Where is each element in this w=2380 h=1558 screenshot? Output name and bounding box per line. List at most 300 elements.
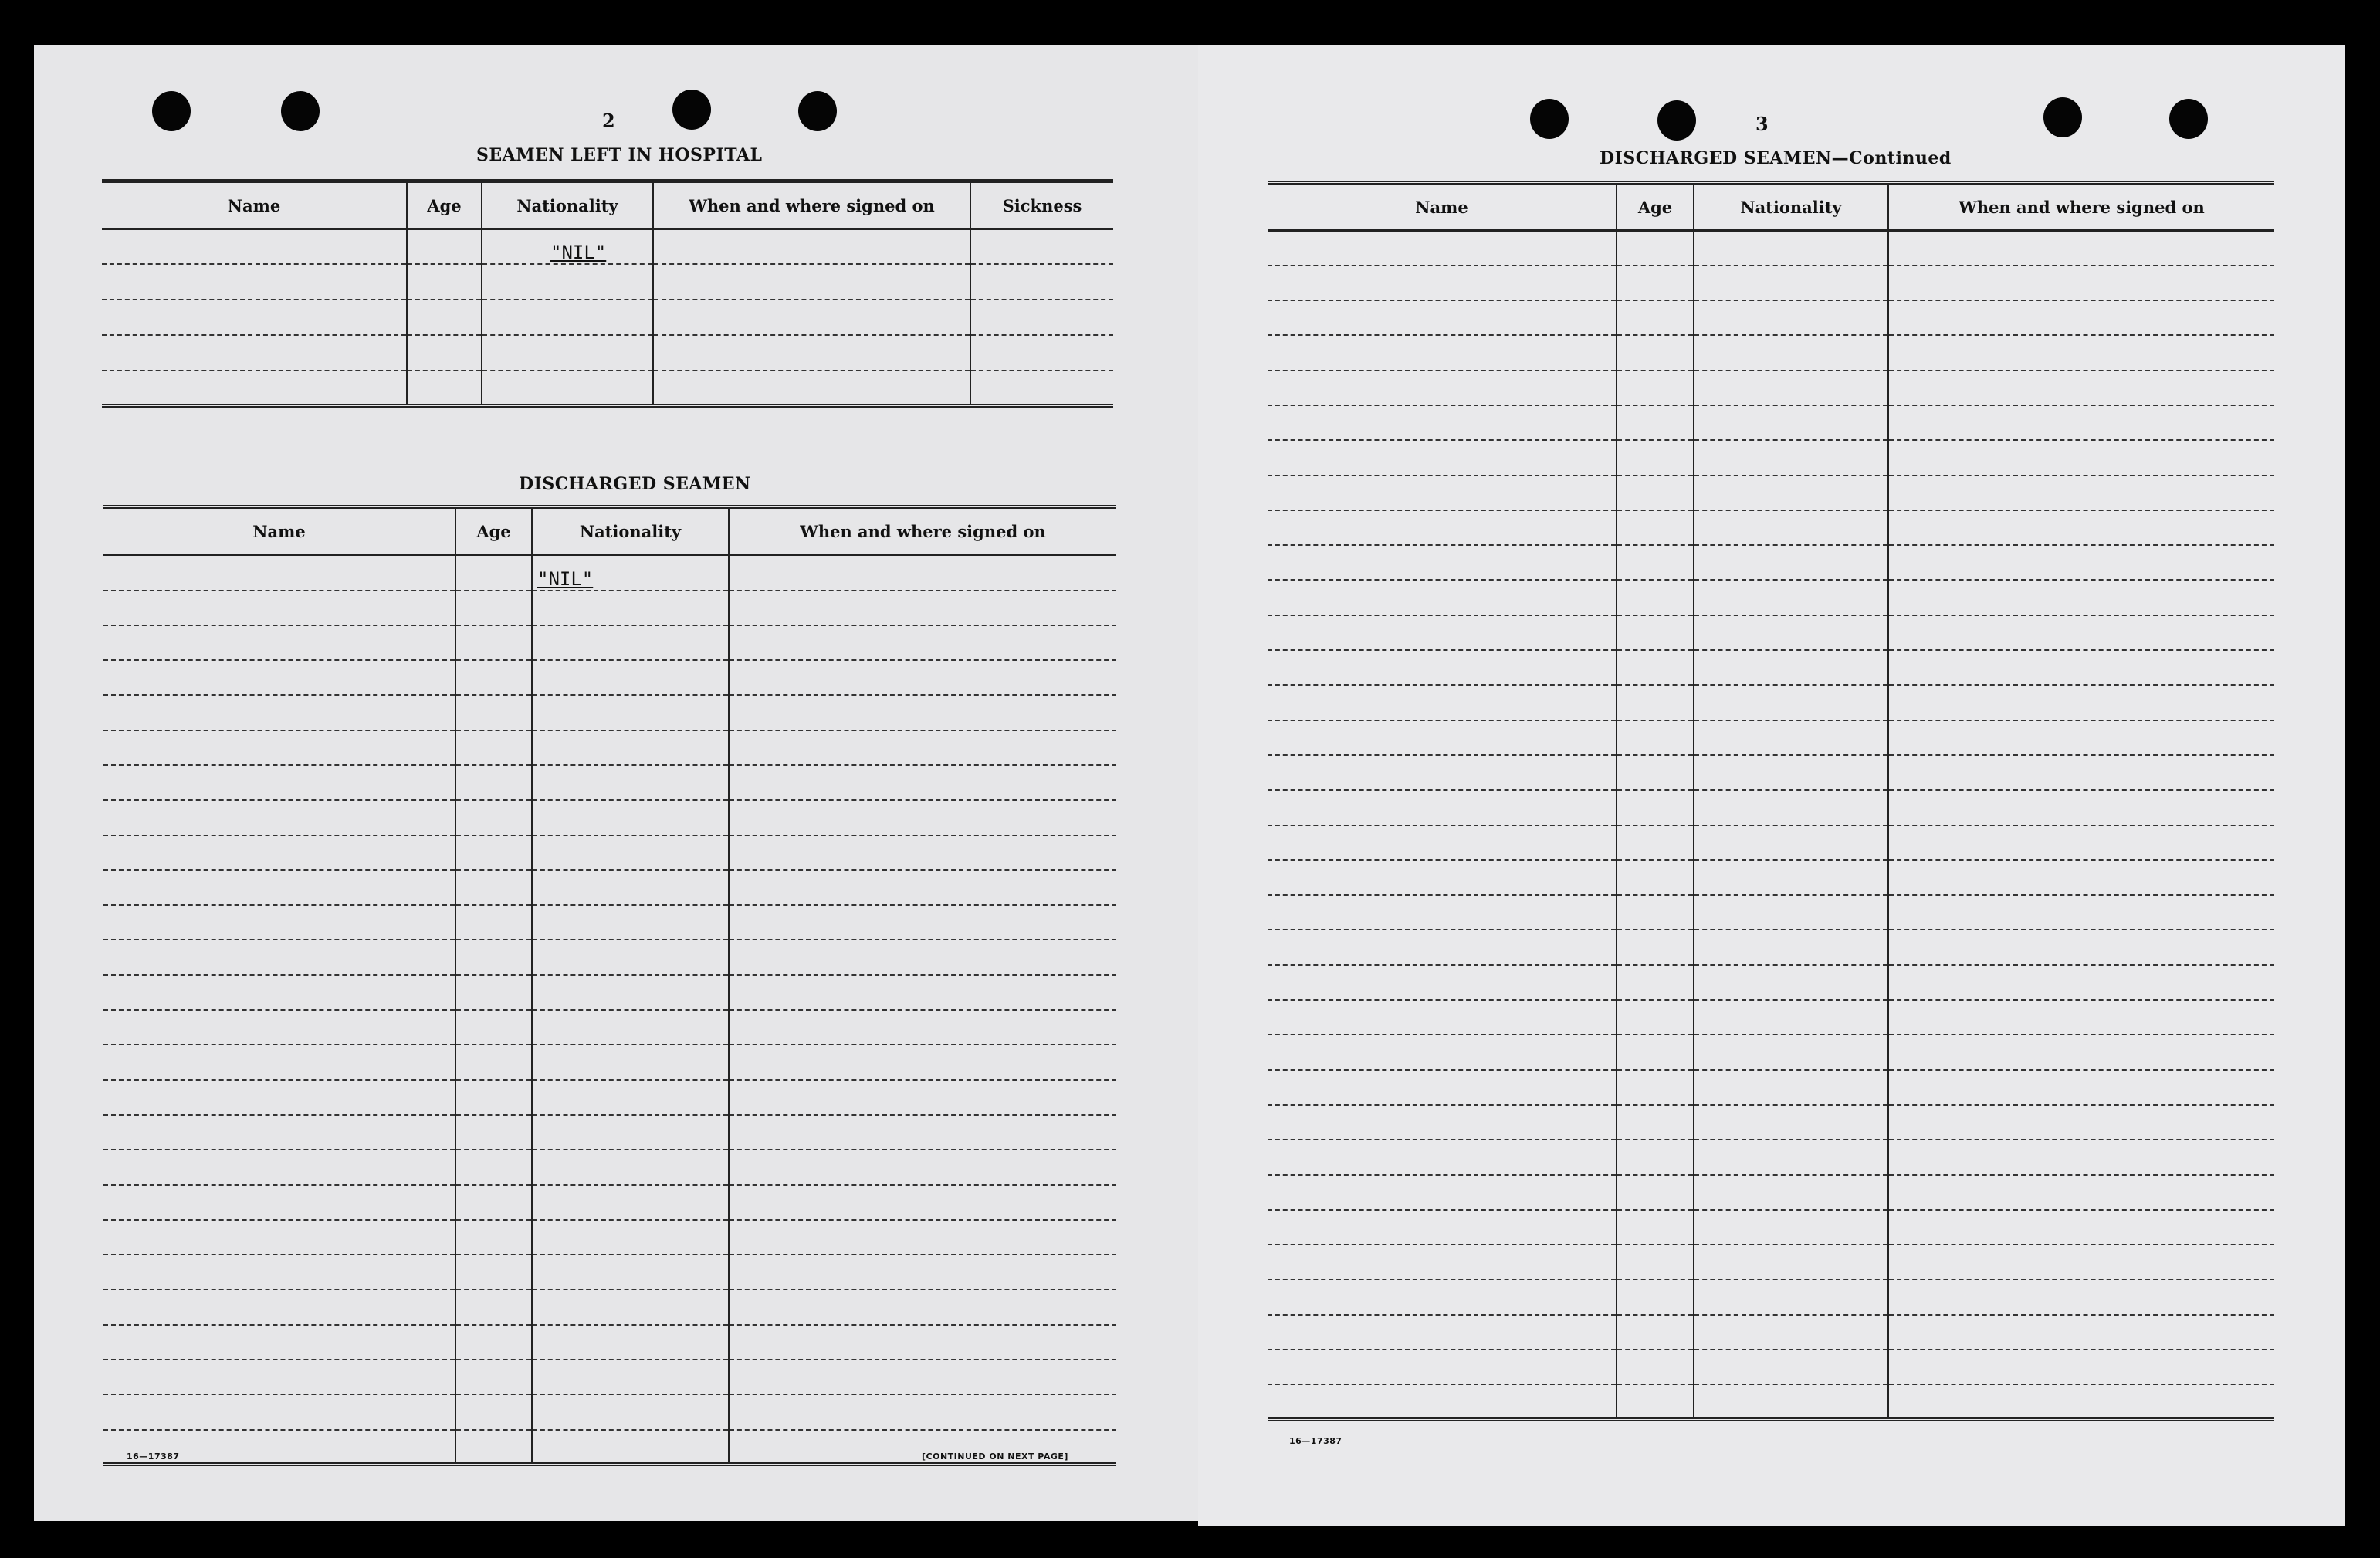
- cell: [532, 591, 729, 625]
- hospital-section-title: SEAMEN LEFT IN HOSPITAL: [476, 145, 763, 165]
- cell: [1694, 231, 1888, 266]
- table-row: [1268, 790, 2274, 825]
- table-row: [1268, 685, 2274, 720]
- cell: [532, 730, 729, 765]
- cell: [1888, 895, 2274, 930]
- cell: [455, 1220, 532, 1255]
- cell: [1888, 580, 2274, 615]
- cell: [532, 1045, 729, 1079]
- cell: [1888, 510, 2274, 545]
- cell: [455, 730, 532, 765]
- cell: [103, 1325, 455, 1360]
- cell: [729, 591, 1116, 625]
- discharged-continued-header: [1268, 183, 2274, 231]
- discharged-continued-title: [1600, 148, 1952, 168]
- cell: [729, 1255, 1116, 1289]
- cell: [1888, 266, 2274, 300]
- cell: [532, 1150, 729, 1184]
- cell: [729, 1325, 1116, 1360]
- cell: [1268, 825, 1617, 860]
- cell: [1888, 405, 2274, 440]
- cell: [532, 940, 729, 974]
- table-row: [1268, 1140, 2274, 1174]
- cell: [103, 905, 455, 940]
- cell: [1694, 266, 1888, 300]
- cell: [1617, 615, 1694, 650]
- cell: [1888, 1000, 2274, 1035]
- cell: [1617, 335, 1694, 370]
- cell: [1268, 440, 1617, 475]
- table-row: [1268, 1210, 2274, 1245]
- table-row: [103, 975, 1116, 1010]
- table-row: [1268, 510, 2274, 545]
- cell: [1694, 790, 1888, 825]
- cell: [103, 1115, 455, 1150]
- cell: [1617, 790, 1694, 825]
- cell: [729, 1360, 1116, 1394]
- cell: [103, 1394, 455, 1429]
- cell: [1694, 1035, 1888, 1069]
- cell: [1268, 1035, 1617, 1069]
- cell: [103, 625, 455, 660]
- column-header-name: Name: [103, 507, 455, 555]
- column-header-nationality: Nationality: [1694, 183, 1888, 231]
- cell: [1888, 1035, 2274, 1069]
- discharged-table-header: [103, 507, 1116, 555]
- table-row: [1268, 1350, 2274, 1384]
- cell: [1617, 1000, 1694, 1035]
- cell: [455, 1080, 532, 1115]
- cell: [1694, 510, 1888, 545]
- table-row: [1268, 930, 2274, 964]
- cell: [532, 870, 729, 905]
- punch-hole-icon: [798, 91, 837, 131]
- cell: [1268, 720, 1617, 755]
- cell: [1617, 895, 1694, 930]
- cell: [1694, 1000, 1888, 1035]
- nil-entry: "NIL": [482, 229, 653, 264]
- table-row: [1268, 1035, 2274, 1069]
- table-row: [1268, 231, 2274, 266]
- form-number: 16—17387: [127, 1451, 180, 1461]
- cell: [729, 905, 1116, 940]
- cell: [1888, 755, 2274, 790]
- cell: [1888, 965, 2274, 1000]
- cell: [970, 229, 1113, 264]
- table-row: [1268, 965, 2274, 1000]
- hospital-table-header: [102, 181, 1113, 229]
- cell: [729, 835, 1116, 870]
- table-row: [103, 870, 1116, 905]
- cell: [1694, 1350, 1888, 1384]
- cell: [1617, 405, 1694, 440]
- cell: [1268, 1105, 1617, 1140]
- cell: [532, 660, 729, 695]
- cell: [1888, 1245, 2274, 1279]
- cell: [1268, 1000, 1617, 1035]
- cell: [1617, 685, 1694, 720]
- punch-hole-icon: [281, 91, 320, 131]
- cell: [532, 1115, 729, 1150]
- punch-hole-icon: [672, 90, 711, 130]
- cell: [532, 1185, 729, 1220]
- cell: [1617, 510, 1694, 545]
- cell: [1617, 1035, 1694, 1069]
- cell: [1888, 1105, 2274, 1140]
- cell: [1268, 545, 1617, 580]
- cell: [103, 695, 455, 730]
- column-header-nationality: Nationality: [482, 181, 653, 229]
- cell: [455, 1289, 532, 1324]
- cell: [532, 905, 729, 940]
- cell: [1268, 650, 1617, 685]
- cell: [1694, 965, 1888, 1000]
- cell: [1617, 1070, 1694, 1105]
- cell: [103, 765, 455, 800]
- page-number: 2: [602, 110, 615, 132]
- table-row: [103, 800, 1116, 835]
- table-row: [103, 625, 1116, 660]
- table-row: [1268, 335, 2274, 370]
- cell: [1888, 930, 2274, 964]
- cell: [1694, 825, 1888, 860]
- cell: [1617, 755, 1694, 790]
- cell: [1888, 335, 2274, 370]
- table-row: [103, 1255, 1116, 1289]
- cell: [103, 975, 455, 1010]
- table-row: [103, 1045, 1116, 1079]
- cell: [1268, 335, 1617, 370]
- table-row: [102, 229, 1113, 264]
- cell: [1617, 1279, 1694, 1314]
- table-row: [1268, 300, 2274, 335]
- cell: [1617, 1210, 1694, 1245]
- cell: [1694, 545, 1888, 580]
- cell: [1888, 1350, 2274, 1384]
- cell: [729, 940, 1116, 974]
- table-row: [103, 1325, 1116, 1360]
- cell: [1888, 650, 2274, 685]
- cell: [103, 1255, 455, 1289]
- cell: [729, 800, 1116, 835]
- cell: [1617, 476, 1694, 510]
- cell: [455, 835, 532, 870]
- cell: [1694, 1210, 1888, 1245]
- punch-hole-icon: [1657, 100, 1696, 141]
- column-header-signed-on: When and where signed on: [653, 181, 970, 229]
- cell: [455, 555, 532, 591]
- cell: [1694, 440, 1888, 475]
- title-main: DISCHARGED SEAMEN: [1600, 148, 1832, 168]
- cell: [1268, 615, 1617, 650]
- cell: [729, 1080, 1116, 1115]
- table-row: [1268, 615, 2274, 650]
- cell: [103, 1010, 455, 1045]
- cell: [1888, 300, 2274, 335]
- cell: [1617, 1245, 1694, 1279]
- cell: [1268, 755, 1617, 790]
- cell: [532, 975, 729, 1010]
- table-row: [1268, 1070, 2274, 1105]
- cell: [102, 229, 407, 264]
- column-header-sickness: Sickness: [970, 181, 1113, 229]
- cell: [103, 870, 455, 905]
- cell: [1888, 231, 2274, 266]
- cell: [1617, 300, 1694, 335]
- cell: [1694, 1384, 1888, 1419]
- cell: [455, 1010, 532, 1045]
- cell: [1888, 1140, 2274, 1174]
- cell: [729, 1115, 1116, 1150]
- cell: [455, 1430, 532, 1465]
- cell: [103, 730, 455, 765]
- table-row: [1268, 895, 2274, 930]
- cell: [1268, 1140, 1617, 1174]
- cell: [1694, 860, 1888, 895]
- cell: [729, 1010, 1116, 1045]
- title-suffix: —Continued: [1831, 148, 1952, 168]
- cell: [1268, 790, 1617, 825]
- cell: [455, 1115, 532, 1150]
- cell: [1268, 1070, 1617, 1105]
- cell: [103, 800, 455, 835]
- cell: [729, 765, 1116, 800]
- cell: [1617, 1315, 1694, 1350]
- cell: [1268, 1279, 1617, 1314]
- cell: [103, 835, 455, 870]
- table-row: [103, 555, 1116, 591]
- cell: [532, 1360, 729, 1394]
- cell: [1617, 930, 1694, 964]
- cell: [103, 1220, 455, 1255]
- cell: [1888, 615, 2274, 650]
- cell: [1268, 580, 1617, 615]
- cell: [1268, 266, 1617, 300]
- cell: [1617, 545, 1694, 580]
- cell: [455, 1150, 532, 1184]
- cell: [103, 1080, 455, 1115]
- cell: [1694, 1070, 1888, 1105]
- cell: [455, 800, 532, 835]
- page-number: 3: [1755, 113, 1769, 135]
- cell: [1694, 580, 1888, 615]
- cell: [455, 591, 532, 625]
- cell: [1888, 720, 2274, 755]
- cell: [1888, 371, 2274, 405]
- cell: [1694, 755, 1888, 790]
- table-row: [1268, 1105, 2274, 1140]
- cell: [1888, 1210, 2274, 1245]
- cell: [729, 555, 1116, 591]
- cell: [455, 1360, 532, 1394]
- cell: [1617, 580, 1694, 615]
- cell: [455, 1045, 532, 1079]
- punch-hole-icon: [1530, 99, 1569, 139]
- cell: [1268, 405, 1617, 440]
- cell: [1268, 300, 1617, 335]
- cell: [1268, 965, 1617, 1000]
- cell: [103, 1045, 455, 1079]
- table-row: [103, 591, 1116, 625]
- cell: [532, 1255, 729, 1289]
- cell: [532, 1289, 729, 1324]
- cell: [1888, 825, 2274, 860]
- cell: [455, 905, 532, 940]
- cell: [1617, 266, 1694, 300]
- table-row: [102, 264, 1113, 300]
- cell: [532, 835, 729, 870]
- cell: [455, 765, 532, 800]
- cell: [1268, 231, 1617, 266]
- cell: [1694, 405, 1888, 440]
- table-row: [103, 1220, 1116, 1255]
- cell: [1617, 1350, 1694, 1384]
- table-row: [103, 835, 1116, 870]
- cell: [1268, 1210, 1617, 1245]
- cell: [1617, 1384, 1694, 1419]
- cell: [1268, 371, 1617, 405]
- cell: [1617, 231, 1694, 266]
- cell: [455, 1325, 532, 1360]
- column-header-signed-on: When and where signed on: [729, 507, 1116, 555]
- left-page: [34, 45, 1200, 1521]
- cell: [455, 660, 532, 695]
- column-header-age: Age: [455, 507, 532, 555]
- table-row: [1268, 650, 2274, 685]
- cell: [532, 1394, 729, 1429]
- cell: [1268, 1245, 1617, 1279]
- cell: [729, 975, 1116, 1010]
- cell: [1888, 1315, 2274, 1350]
- cell: [1694, 1140, 1888, 1174]
- cell: [1268, 1175, 1617, 1210]
- cell: [1268, 860, 1617, 895]
- cell: [729, 1045, 1116, 1079]
- cell: [532, 695, 729, 730]
- cell: [729, 870, 1116, 905]
- table-row: [103, 765, 1116, 800]
- cell: [532, 1010, 729, 1045]
- punch-hole-icon: [2043, 97, 2082, 137]
- cell: [1694, 1315, 1888, 1350]
- table-row: [1268, 405, 2274, 440]
- punch-hole-icon: [152, 91, 191, 131]
- table-row: [1268, 476, 2274, 510]
- cell: [1888, 685, 2274, 720]
- table-row: [1268, 1245, 2274, 1279]
- cell: [455, 1394, 532, 1429]
- cell: [1268, 895, 1617, 930]
- table-row: [103, 905, 1116, 940]
- cell: [103, 555, 455, 591]
- cell: [532, 625, 729, 660]
- table-row: [1268, 1279, 2274, 1314]
- cell: [729, 730, 1116, 765]
- cell: [1617, 965, 1694, 1000]
- cell: [103, 1289, 455, 1324]
- table-row: [1268, 440, 2274, 475]
- table-row: [1268, 1000, 2274, 1035]
- cell: [532, 800, 729, 835]
- cell: [729, 1185, 1116, 1220]
- cell: [1888, 1175, 2274, 1210]
- hospital-table: [102, 179, 1113, 408]
- cell: [103, 1360, 455, 1394]
- table-row: [1268, 580, 2274, 615]
- cell: [1888, 1384, 2274, 1419]
- table-row: [1268, 755, 2274, 790]
- nil-entry: "NIL": [532, 555, 729, 591]
- discharged-continued-table: [1268, 181, 2274, 1421]
- cell: [1888, 790, 2274, 825]
- column-header-signed-on: When and where signed on: [1888, 183, 2274, 231]
- cell: [455, 975, 532, 1010]
- cell: [455, 625, 532, 660]
- cell: [532, 1080, 729, 1115]
- table-row: [1268, 266, 2274, 300]
- table-row: [103, 1150, 1116, 1184]
- right-page: [1198, 45, 2345, 1526]
- column-header-age: Age: [407, 181, 482, 229]
- column-header-age: Age: [1617, 183, 1694, 231]
- table-row: [102, 335, 1113, 371]
- cell: [455, 695, 532, 730]
- table-row: [1268, 1315, 2274, 1350]
- cell: [532, 1325, 729, 1360]
- table-row: [103, 730, 1116, 765]
- table-row: [103, 1080, 1116, 1115]
- table-row: [103, 1185, 1116, 1220]
- cell: [1617, 1105, 1694, 1140]
- cell: [1888, 1279, 2274, 1314]
- table-row: [103, 1115, 1116, 1150]
- cell: [1617, 825, 1694, 860]
- cell: [1694, 650, 1888, 685]
- cell: [1268, 685, 1617, 720]
- cell: [1694, 1279, 1888, 1314]
- cell: [455, 1185, 532, 1220]
- cell: [729, 625, 1116, 660]
- column-header-name: Name: [1268, 183, 1617, 231]
- cell: [532, 765, 729, 800]
- cell: [1694, 720, 1888, 755]
- cell: [1694, 615, 1888, 650]
- cell: [1694, 371, 1888, 405]
- table-row: [103, 940, 1116, 974]
- table-row: [1268, 1384, 2274, 1419]
- cell: [103, 660, 455, 695]
- column-header-name: Name: [102, 181, 407, 229]
- form-number: 16—17387: [1289, 1436, 1342, 1446]
- cell: [1617, 650, 1694, 685]
- cell: [729, 1289, 1116, 1324]
- table-row: [1268, 825, 2274, 860]
- cell: [1617, 860, 1694, 895]
- cell: [1694, 1105, 1888, 1140]
- table-row: [1268, 720, 2274, 755]
- table-row: [1268, 545, 2274, 580]
- cell: [103, 1185, 455, 1220]
- cell: [729, 1220, 1116, 1255]
- cell: [1694, 300, 1888, 335]
- cell: [1268, 930, 1617, 964]
- cell: [729, 660, 1116, 695]
- cell: [729, 1394, 1116, 1429]
- cell: [1268, 476, 1617, 510]
- cell: [1888, 1070, 2274, 1105]
- cell: [455, 940, 532, 974]
- table-row: [103, 1360, 1116, 1394]
